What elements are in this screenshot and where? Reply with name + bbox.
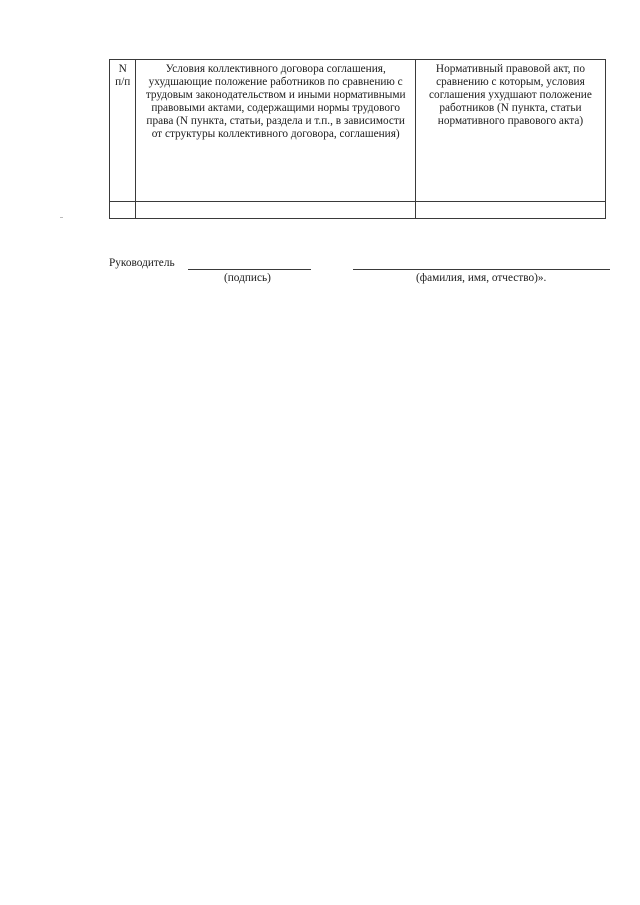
header-conditions-label: Условия коллективного договора соглашения, ухудшающие положение работников по сравнению с трудовым законодательством и иными нормативными правовыми актами, содержащими нормы трудового права (N пункта, статьи, раздела и т.п., в зависимости от структуры коллективного договора, соглашения)	[145, 63, 406, 141]
fullname-caption: (фамилия, имя, отчество)».	[416, 272, 547, 284]
fullname-line	[353, 269, 610, 270]
row-legal-act-cell	[415, 202, 605, 219]
signature-row	[109, 257, 614, 271]
conditions-table	[109, 59, 606, 219]
signatory-label: Руководитель	[109, 257, 175, 269]
caption-row	[109, 271, 614, 285]
header-legal-act-label: Нормативный правовой акт, по сравнению с которым, условия соглашения ухудшают положение работников (N пункта, статьи нормативного правового акта)	[429, 63, 592, 128]
table-header-row	[110, 60, 606, 202]
scan-speck	[60, 217, 63, 218]
row-conditions-cell	[136, 202, 416, 219]
header-number-label: N п/п	[115, 63, 131, 89]
signature-line	[188, 269, 311, 270]
signature-block	[109, 257, 614, 285]
header-number-cell	[110, 60, 136, 202]
header-conditions-cell	[136, 60, 416, 202]
row-number-cell	[110, 202, 136, 219]
signature-caption: (подпись)	[224, 272, 271, 284]
table-row	[110, 202, 606, 219]
header-legal-act-cell	[415, 60, 605, 202]
